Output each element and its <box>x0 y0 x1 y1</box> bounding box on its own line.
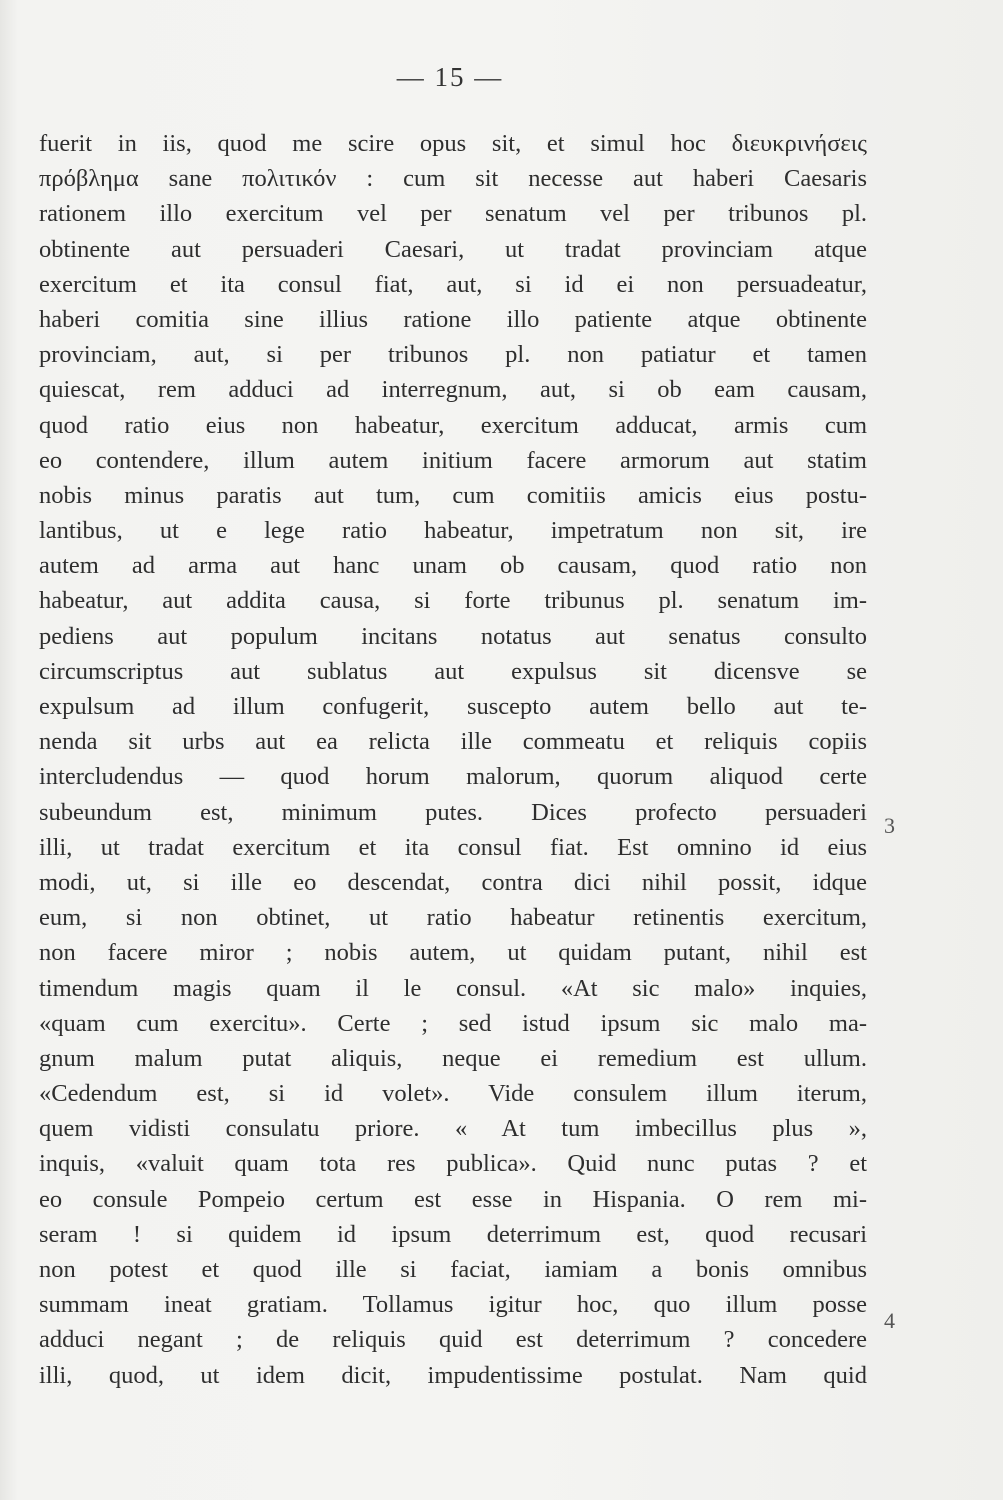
text-line: pediens aut populum incitans notatus aut senatus consulto <box>39 622 867 650</box>
margin-note-3: 3 <box>884 813 895 838</box>
text-line: «Cedendum est, si id volet». Vide consulem illum iterum, <box>39 1080 867 1108</box>
text-line: nenda sit urbs aut ea relicta ille commeatu et reliquis copiis <box>39 728 867 756</box>
page-number: — 15 — <box>396 62 504 92</box>
text-line: quiescat, rem adduci ad interregnum, aut, si ob eam causam, <box>39 376 867 404</box>
text-line: modi, ut, si ille eo descendat, contra dici nihil possit, idque <box>39 868 867 896</box>
text-line: gnum malum putat aliquis, neque ei remedium est ullum. <box>39 1044 867 1072</box>
text-line: non potest et quod ille si faciat, iamiam a bonis omnibus <box>39 1256 867 1283</box>
text-line: seram ! si quidem id ipsum deterrimum est, quod recusari <box>39 1220 867 1248</box>
text-line: exercitum et ita consul fiat, aut, si id ei non persuadeatur, <box>39 270 867 298</box>
text-line: illi, ut tradat exercitum et ita consul fiat. Est omnino id eius <box>39 833 867 861</box>
text-line: habeatur, aut addita causa, si forte tribunus pl. senatum im- <box>39 587 867 615</box>
text-line: «quam cum exercitu». Certe ; sed istud ipsum sic malo ma- <box>39 1009 867 1037</box>
text-line: adduci negant ; de reliquis quid est deterrimum ? concedere <box>39 1326 867 1354</box>
text-line: provinciam, aut, si per tribunos pl. non patiatur et tamen <box>39 341 867 369</box>
margin-note-4: 4 <box>884 1308 895 1333</box>
body-text <box>39 126 867 1393</box>
text-line: πρόβλημα sane πολιτικόν : cum sit necesse aut haberi Caesaris <box>39 165 867 193</box>
text-line: quod ratio eius non habeatur, exercitum adducat, armis cum <box>39 411 867 439</box>
text-line: eo contendere, illum autem initium facere armorum aut statim <box>39 446 867 474</box>
text-line: eum, si non obtinet, ut ratio habeatur retinentis exercitum, <box>39 904 867 932</box>
text-line: quem vidisti consulatu priore. « At tum imbecillus plus », <box>39 1115 867 1143</box>
text-line: nobis minus paratis aut tum, cum comitiis amicis eius postu- <box>39 481 867 509</box>
text-line: inquis, «valuit quam tota res publica». Quid nunc putas ? et <box>39 1150 867 1178</box>
text-line: haberi comitia sine illius ratione illo patiente atque obtinente <box>39 305 867 333</box>
text-line: timendum magis quam il le consul. «At sic malo» inquies, <box>39 974 867 1002</box>
text-line: lantibus, ut e lege ratio habeatur, impetratum non sit, ire <box>39 517 867 545</box>
text-line: eo consule Pompeio certum est esse in Hispania. O rem mi- <box>39 1185 867 1213</box>
text-line: non facere miror ; nobis autem, ut quidam putant, nihil est <box>39 939 867 967</box>
text-line: illi, quod, ut idem dicit, impudentissime postulat. Nam quid <box>39 1361 867 1389</box>
text-line: intercludendus — quod horum malorum, quorum aliquod certe <box>39 763 867 791</box>
text-line: autem ad arma aut hanc unam ob causam, quod ratio non <box>39 552 867 580</box>
text-line: summam ineat gratiam. Tollamus igitur hoc, quo illum posse <box>39 1291 867 1319</box>
text-line: rationem illo exercitum vel per senatum vel per tribunos pl. <box>39 200 867 228</box>
text-line: obtinente aut persuaderi Caesari, ut tradat provinciam atque <box>39 235 867 263</box>
text-line: expulsum ad illum confugerit, suscepto autem bello aut te- <box>39 693 867 720</box>
text-line: subeundum est, minimum putes. Dices profecto persuaderi <box>39 798 867 826</box>
text-line: circumscriptus aut sublatus aut expulsus sit dicensve se <box>39 657 867 685</box>
text-line: fuerit in iis, quod me scire opus sit, et simul hoc διευκρινήσεις <box>39 130 867 157</box>
